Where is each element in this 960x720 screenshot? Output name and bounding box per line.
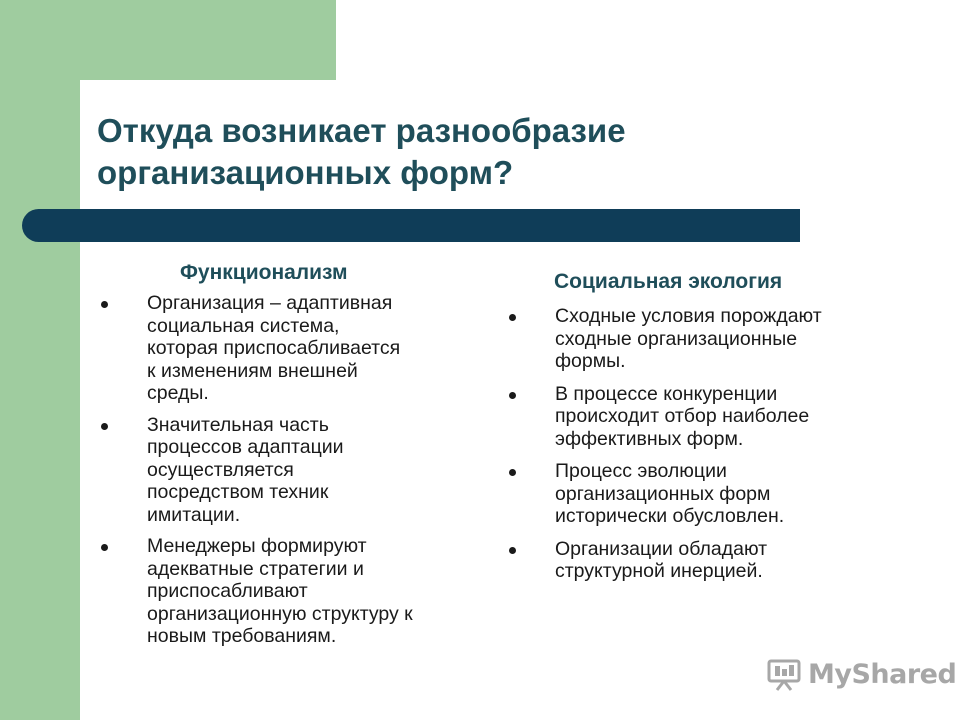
list-item-text: Значительная часть процессов адаптации осуществляется посредством техник имитации. — [147, 413, 344, 526]
bullet-icon — [101, 544, 108, 551]
left-column-list — [100, 292, 490, 657]
list-item-text: Организации обладают структурной инерцией. — [555, 537, 768, 582]
list-item — [508, 383, 888, 451]
bullet-icon — [509, 314, 516, 321]
list-item — [100, 414, 490, 527]
left-column-heading: Функционализм — [180, 261, 348, 284]
list-item — [508, 460, 888, 528]
list-item — [100, 292, 490, 405]
list-item-text: Процесс эволюции организационных форм исторически обусловлен. — [555, 460, 785, 527]
list-item — [508, 538, 888, 583]
presentation-board-icon — [766, 656, 802, 692]
bullet-icon — [509, 547, 516, 554]
decorative-green-band-left — [0, 0, 80, 720]
list-item-text: Сходные условия порождают сходные организационные формы. — [555, 305, 822, 372]
decorative-title-bar — [22, 209, 800, 242]
right-column-list — [508, 305, 888, 593]
watermark-text: MyShared — [808, 658, 957, 690]
bullet-icon — [509, 392, 516, 399]
list-item-text: В процессе конкуренции происходит отбор наиболее эффективных форм. — [555, 382, 810, 450]
right-column-heading: Социальная экология — [554, 270, 783, 293]
bullet-icon — [509, 469, 516, 476]
list-item-text: Менеджеры формируют адекватные стратегии и приспосабливают организационную структуру к новым требованиям. — [147, 535, 413, 647]
list-item — [508, 305, 888, 373]
bullet-icon — [101, 423, 108, 430]
watermark-logo — [766, 656, 956, 692]
bullet-icon — [101, 301, 108, 308]
list-item — [100, 535, 490, 648]
list-item-text: Организация – адаптивная социальная система, которая приспосабливается к изменениям внешней среды. — [147, 292, 401, 404]
slide-title: Откуда возникает разнообразие организационных форм? — [97, 112, 626, 191]
